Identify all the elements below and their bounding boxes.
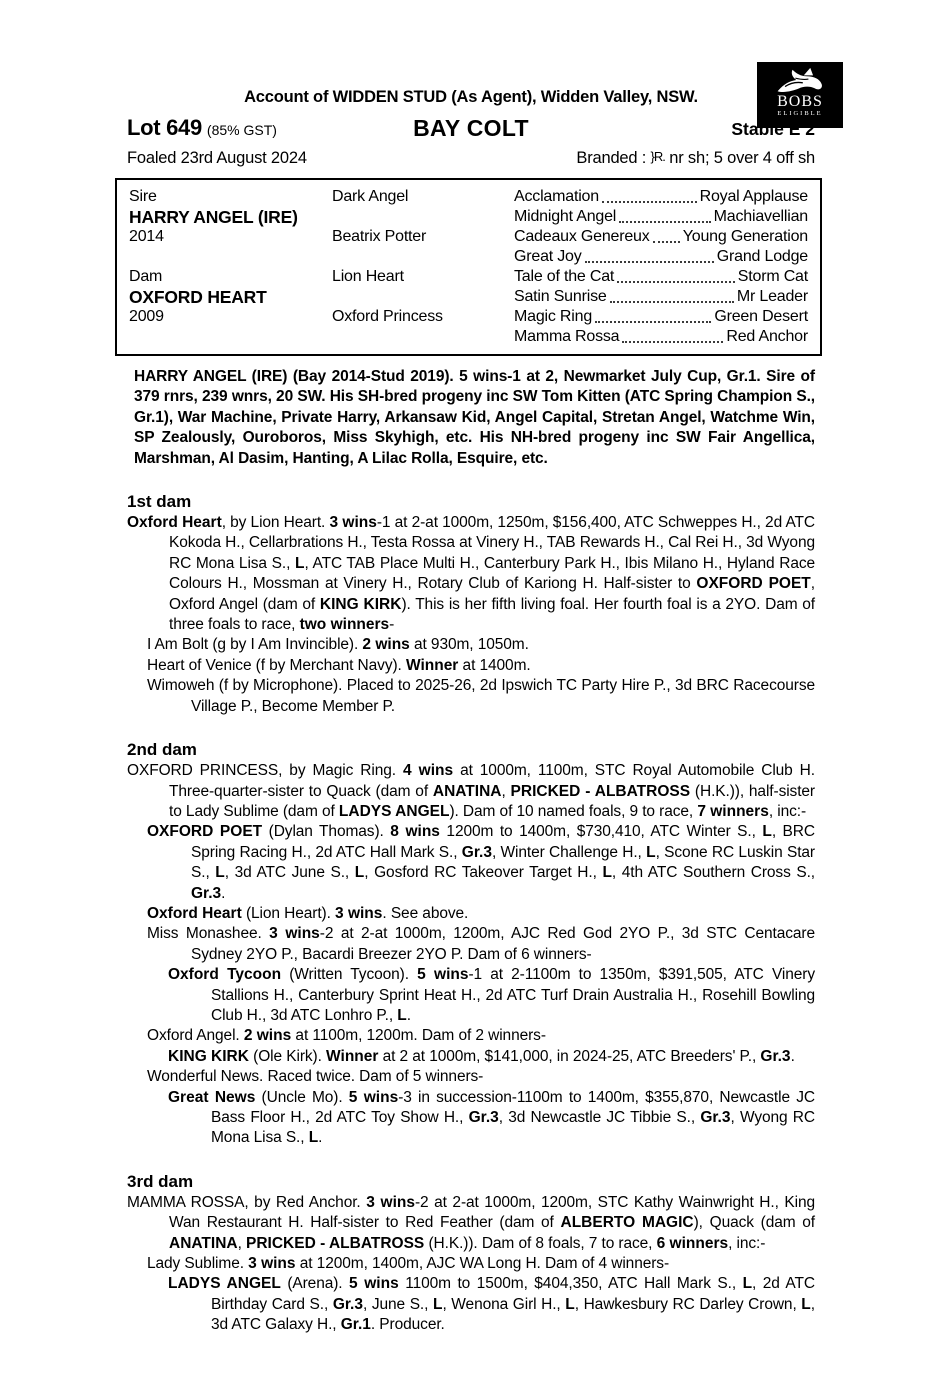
entry-bold-text: L	[602, 864, 612, 882]
pedigree-entry	[127, 904, 815, 924]
entry-bold-text: Gr.3	[468, 1109, 499, 1126]
pedigree-grandparent-pair	[514, 327, 808, 347]
entry-text: (Lion Heart).	[241, 904, 336, 922]
great-grandsire-name: Red Anchor	[726, 328, 808, 345]
bobs-logo-subtitle: ELIGIBLE	[777, 110, 823, 117]
entry-bold-text: 4 wins	[402, 762, 454, 780]
entry-text: . See above.	[382, 904, 469, 922]
entry-text: at 1400m.	[458, 656, 531, 674]
pedigree-parent-name	[332, 207, 514, 227]
entry-text: , Wenona Girl H.,	[442, 1295, 566, 1313]
pedigree-entry	[127, 635, 815, 655]
entry-text: at 1000m, 1100m, STC Royal Automobile Club H. Three-quarter-sister to Quack (dam of	[169, 762, 815, 800]
pedigree-entry	[127, 1193, 815, 1254]
pedigree-grandparent-pair	[514, 287, 808, 307]
entry-bold-text: LADYS ANGEL	[168, 1275, 281, 1293]
pedigree-entry	[127, 924, 815, 965]
entry-bold-text: 3 wins	[335, 904, 383, 922]
entry-text: , ATC TAB Place Multi H., Canterbury Park H., Ibis Milano H., Hyland Race Colours H., Mossman at Vinery H., Rotary Club of Kariong H. Half-sister to	[169, 554, 816, 593]
entry-text: ,	[237, 1234, 247, 1252]
gst-note: (85% GST)	[206, 122, 277, 138]
pedigree-entry	[127, 1088, 815, 1149]
entry-bold-text: Winner	[405, 656, 459, 674]
pedigree-cell: 2014	[129, 228, 164, 245]
entry-bold-text: Oxford Heart	[127, 514, 222, 532]
brand-symbol: }R.	[650, 149, 665, 164]
entry-text: OXFORD PRINCESS, by Magic Ring.	[127, 762, 403, 780]
entry-bold-text: L	[646, 843, 656, 861]
section-heading: 1st dam	[127, 492, 192, 512]
entry-text: -1 at 2-1100m to 1350m, $391,505, ATC Vinery Stallions H., Canterbury Sprint Heat H., 2d ATC Turf Drain Australia H., Rosehill Bowling Club H., 3d ATC Lonhro P.,	[211, 966, 815, 1024]
sire-summary: HARRY ANGEL (IRE) (Bay 2014-Stud 2019). 5 wins-1 at 2, Newmarket July Cup, Gr.1. Sire of 379 rnrs, 239 wnrs, 20 SW. His SH-bred progeny inc SW Tom Kitten (ATC Spring Champion S., Gr.1), War Machine, Private Harry, Arkansaw Kid, Angel Capital, Stretan Angel, Watchme Win, SP Zealously, Ouroboros, Miss Skyhigh, etc. His NH-bred progeny inc SW Fair Angellica, Marshman, Al Dasim, Hanting, A Lilac Rolla, Esquire, etc.	[134, 368, 815, 467]
entry-text: .	[221, 884, 226, 902]
entry-bold-text: PRICKED - ALBATROSS	[510, 782, 691, 800]
pedigree-parent-name	[332, 287, 514, 307]
entry-bold-text: L	[762, 823, 772, 841]
pedigree-entry	[127, 1067, 815, 1087]
foaled-date: Foaled 23rd August 2024	[127, 149, 307, 167]
entry-bold-text: 2 wins	[243, 1027, 292, 1045]
entry-text: , by Lion Heart.	[221, 514, 330, 532]
entry-bold-text: 6 winners	[656, 1234, 729, 1252]
entry-text: .	[406, 1006, 411, 1024]
entry-text: (H.K.)), half-sister to Lady Sublime (dam of	[169, 782, 815, 820]
entry-text: .	[790, 1047, 795, 1065]
grandsire-name: Cadeaux Genereux	[514, 228, 650, 245]
pedigree-row	[129, 307, 808, 327]
pedigree-parent-name: Dark Angel	[332, 188, 409, 205]
great-grandsire-name: Grand Lodge	[716, 248, 808, 265]
pedigree-row	[129, 207, 808, 227]
entry-bold-text: Winner	[326, 1047, 379, 1065]
entry-bold-text: Gr.3	[332, 1295, 363, 1313]
entry-text: ), Quack (dam of	[693, 1214, 815, 1232]
entry-text: , inc:-	[728, 1234, 766, 1252]
grandsire-name: Magic Ring	[514, 308, 593, 325]
entry-bold-text: Gr.3	[700, 1109, 731, 1126]
pedigree-parent-name	[332, 247, 514, 267]
entry-bold-text: 7 winners	[697, 802, 769, 820]
great-grandsire-name: Young Generation	[682, 228, 808, 245]
entry-bold-text: 8 wins	[390, 823, 440, 841]
dotted-leader	[622, 341, 723, 343]
pedigree-grandparent-pair	[514, 227, 808, 247]
entry-text: -1 at 2-at 1000m, 1250m, $156,400, ATC Schweppes H., 2d ATC Kokoda H., Cellarbrations H., Testa Rossa at Vinery H., TAB Rewards H., Cal Rei H., 3d Wyong RC Mona Lisa S.,	[169, 514, 816, 572]
pedigree-grandparent-pair	[514, 307, 808, 327]
entry-text: -2 at 2-at 1000m, 1200m, STC Kathy Wainwright H., King Wan Restaurant H. Half-sister to Red Feather (dam of	[169, 1193, 815, 1232]
pedigree-table	[115, 178, 822, 356]
entry-bold-text: OXFORD POET	[696, 575, 811, 593]
entry-text: . Producer.	[370, 1316, 445, 1334]
entry-text: 1200m to 1400m, $730,410, ATC Winter S.,	[439, 823, 763, 841]
great-grandsire-name: Storm Cat	[737, 268, 808, 285]
entry-text: (Arena).	[280, 1275, 350, 1293]
pedigree-cell: Dam	[129, 268, 163, 285]
entry-bold-text: 3 wins	[269, 925, 320, 943]
entry-bold-text: L	[294, 554, 305, 572]
entry-bold-text: L	[432, 1295, 443, 1313]
pedigree-entry	[127, 1026, 815, 1046]
lot-number: Lot 649	[127, 115, 202, 140]
lot-line	[127, 115, 815, 145]
pedigree-parent-name: Lion Heart	[332, 268, 404, 285]
page-content	[127, 0, 815, 1336]
entry-bold-text: 3 wins	[329, 514, 377, 532]
entry-bold-text: Gr.3	[191, 884, 222, 902]
pedigree-grandparent-pair	[514, 247, 808, 267]
entry-text: Wonderful News. Raced twice. Dam of 5 winners-	[147, 1068, 484, 1086]
entry-bold-text: OXFORD POET	[147, 823, 263, 841]
grandsire-name: Midnight Angel	[514, 208, 617, 225]
entry-bold-text: L	[354, 864, 365, 882]
entry-text: , 3d ATC June S.,	[224, 864, 355, 882]
entry-text: Lady Sublime.	[147, 1255, 249, 1273]
dotted-leader	[585, 261, 714, 263]
entry-bold-text: 5 wins	[417, 966, 469, 984]
entry-bold-text: L	[801, 1295, 811, 1313]
entry-text: , Gosford RC Takeover Target H.,	[364, 864, 603, 882]
entry-bold-text: L	[742, 1275, 753, 1293]
entry-bold-text: Gr.1	[340, 1316, 371, 1334]
entry-text: , BRC Spring Racing H., 2d ATC Hall Mark S.,	[191, 823, 815, 861]
pedigree-parent-name: Oxford Princess	[332, 308, 443, 325]
entry-bold-text: ALBERTO MAGIC	[560, 1214, 694, 1232]
grandsire-name: Acclamation	[514, 188, 599, 205]
pedigree-row	[129, 287, 808, 307]
entry-text: (H.K.)). Dam of 8 foals, 7 to race,	[424, 1234, 657, 1252]
entry-text: , Hawkesbury RC Darley Crown,	[574, 1295, 802, 1313]
entry-bold-text: L	[565, 1295, 575, 1313]
pedigree-row	[129, 227, 808, 247]
entry-text: , 4th ATC Southern Cross S.,	[611, 864, 816, 882]
grandsire-name: Satin Sunrise	[514, 288, 607, 305]
branded-label: Branded :	[576, 149, 647, 167]
pedigree-horse-name: HARRY ANGEL (IRE)	[129, 207, 298, 227]
entry-text: (Ole Kirk).	[248, 1047, 327, 1065]
foaled-line	[127, 149, 815, 168]
pedigree-row	[129, 327, 808, 347]
entry-bold-text: 3 wins	[366, 1193, 415, 1211]
entry-bold-text: 5 wins	[348, 1088, 399, 1106]
entry-text: -2 at 2-at 1000m, 1200m, AJC Red God 2YO P., 3d STC Centacare Sydney 2YO P., Bacardi Breezer 2YO P. Dam of 6 winners-	[191, 925, 815, 963]
entry-bold-text: ANATINA	[169, 1234, 238, 1252]
pedigree-grandparent-pair	[514, 207, 808, 227]
entry-text: , 3d Newcastle JC Tibbie S.,	[498, 1109, 701, 1126]
pedigree-horse-name: OXFORD HEART	[129, 287, 267, 307]
entry-bold-text: Great News	[168, 1088, 256, 1106]
pedigree-parent-name: Beatrix Potter	[332, 228, 427, 245]
entry-bold-text: two winners	[299, 616, 390, 634]
section-heading: 2nd dam	[127, 740, 197, 760]
pedigree-cell	[129, 327, 332, 347]
entry-bold-text: L	[308, 1129, 319, 1147]
pedigree-grandparent-pair	[514, 267, 808, 287]
dotted-leader	[653, 241, 680, 243]
great-grandsire-name: Green Desert	[714, 308, 808, 325]
pedigree-row	[129, 267, 808, 287]
entry-text: (Uncle Mo).	[255, 1088, 349, 1106]
page-title: BAY COLT	[413, 115, 529, 141]
entry-bold-text: 2 wins	[362, 636, 410, 654]
entry-text: ). This is her fifth living foal. Her fourth foal is a 2YO. Dam of three foals to race,	[169, 595, 816, 634]
entry-text: I Am Bolt (g by I Am Invincible).	[147, 636, 363, 654]
entry-text: Wimoweh (f by Microphone). Placed to 2025-26, 2d Ipswich TC Party Hire P., 3d BRC Racecourse Village P., Become Member P.	[147, 677, 815, 715]
entry-text: .	[318, 1129, 323, 1147]
entry-text: 1100m to 1500m, $404,350, ATC Hall Mark S.,	[398, 1275, 743, 1293]
pedigree-entry	[127, 656, 815, 676]
great-grandsire-name: Royal Applause	[699, 188, 808, 205]
dotted-leader	[617, 281, 735, 283]
dotted-leader	[602, 201, 697, 203]
pedigree-entry	[127, 1274, 815, 1335]
dam-sections	[127, 492, 815, 1336]
dotted-leader	[619, 221, 710, 223]
entry-text: Heart of Venice (f by Merchant Navy).	[147, 656, 406, 674]
entry-bold-text: 3 wins	[248, 1255, 296, 1273]
entry-text: (Dylan Thomas).	[262, 823, 391, 841]
entry-bold-text: PRICKED - ALBATROSS	[246, 1234, 425, 1252]
entry-text: ,	[501, 782, 511, 800]
entry-bold-text: L	[397, 1006, 407, 1024]
entry-bold-text: Oxford Tycoon	[168, 966, 282, 984]
pedigree-entry	[127, 513, 815, 635]
entry-text: (Written Tycoon).	[281, 966, 418, 984]
entry-text: at 1100m, 1200m. Dam of 2 winners-	[291, 1027, 546, 1045]
grandsire-name: Tale of the Cat	[514, 268, 615, 285]
entry-text: at 2 at 1000m, $141,000, in 2024-25, ATC Breeders' P.,	[378, 1047, 761, 1065]
entry-text: , Oxford Angel (dam of	[169, 575, 815, 613]
entry-text: -	[389, 616, 395, 634]
pedigree-entry	[127, 822, 815, 904]
entry-bold-text: ANATINA	[432, 782, 502, 800]
entry-text: , Wyong RC Mona Lisa S.,	[211, 1109, 815, 1147]
entry-text: , Scone RC Luskin Star S.,	[191, 843, 815, 882]
dotted-leader	[610, 301, 734, 303]
entry-text: at 1200m, 1400m, AJC WA Long H. Dam of 4 winners-	[295, 1255, 670, 1273]
pedigree-parent-name	[332, 327, 514, 347]
entry-text: Oxford Angel.	[147, 1027, 244, 1045]
pedigree-entry	[127, 761, 815, 822]
entry-text: at 930m, 1050m.	[409, 636, 529, 654]
entry-text: , 2d ATC Birthday Card S.,	[211, 1275, 815, 1313]
pedigree-entry	[127, 965, 815, 1026]
entry-text: -3 in succession-1100m to 1400m, $355,870, Newcastle JC Bass Floor H., 2d ATC Toy Show H.,	[211, 1088, 815, 1126]
grandsire-name: Great Joy	[514, 248, 582, 265]
entry-bold-text: Gr.3	[461, 843, 492, 861]
pedigree-cell: 2009	[129, 308, 164, 325]
entry-bold-text: 5 wins	[349, 1275, 399, 1293]
dotted-leader	[595, 321, 711, 323]
account-line: Account of WIDDEN STUD (As Agent), Widden Valley, NSW.	[244, 88, 698, 106]
pedigree-entry	[127, 1254, 815, 1274]
pedigree-row	[129, 247, 808, 267]
entry-text: MAMMA ROSSA, by Red Anchor.	[127, 1193, 367, 1211]
pedigree-grandparent-pair	[514, 187, 808, 207]
section-heading: 3rd dam	[127, 1171, 194, 1191]
branded-text: nr sh; 5 over 4 off sh	[669, 149, 815, 167]
pedigree-entry	[127, 1047, 815, 1067]
entry-text: , June S.,	[363, 1295, 433, 1313]
entry-text: ). Dam of 10 named foals, 9 to race,	[449, 802, 698, 820]
great-grandsire-name: Machiavellian	[713, 208, 808, 225]
pedigree-row	[129, 187, 808, 207]
entry-text: , Winter Challenge H.,	[491, 843, 647, 861]
bobs-logo-title: BOBS	[777, 93, 823, 110]
entry-text: , inc:-	[768, 802, 807, 820]
pedigree-entry	[127, 676, 815, 717]
entry-text: Miss Monashee.	[147, 925, 270, 943]
entry-bold-text: Gr.3	[760, 1047, 791, 1065]
stable-label: Stable E 2	[731, 119, 815, 139]
entry-bold-text: KING KIRK	[168, 1047, 249, 1065]
grandsire-name: Mamma Rossa	[514, 328, 620, 345]
entry-bold-text: LADYS ANGEL	[338, 802, 450, 820]
pedigree-cell: Sire	[129, 188, 157, 205]
great-grandsire-name: Mr Leader	[736, 288, 808, 305]
branded-info	[576, 149, 815, 168]
pedigree-cell	[129, 247, 332, 267]
entry-bold-text: L	[215, 864, 225, 882]
entry-bold-text: KING KIRK	[319, 595, 402, 613]
entry-bold-text: Oxford Heart	[147, 904, 242, 922]
entry-text: , 3d ATC Galaxy H.,	[211, 1295, 815, 1334]
